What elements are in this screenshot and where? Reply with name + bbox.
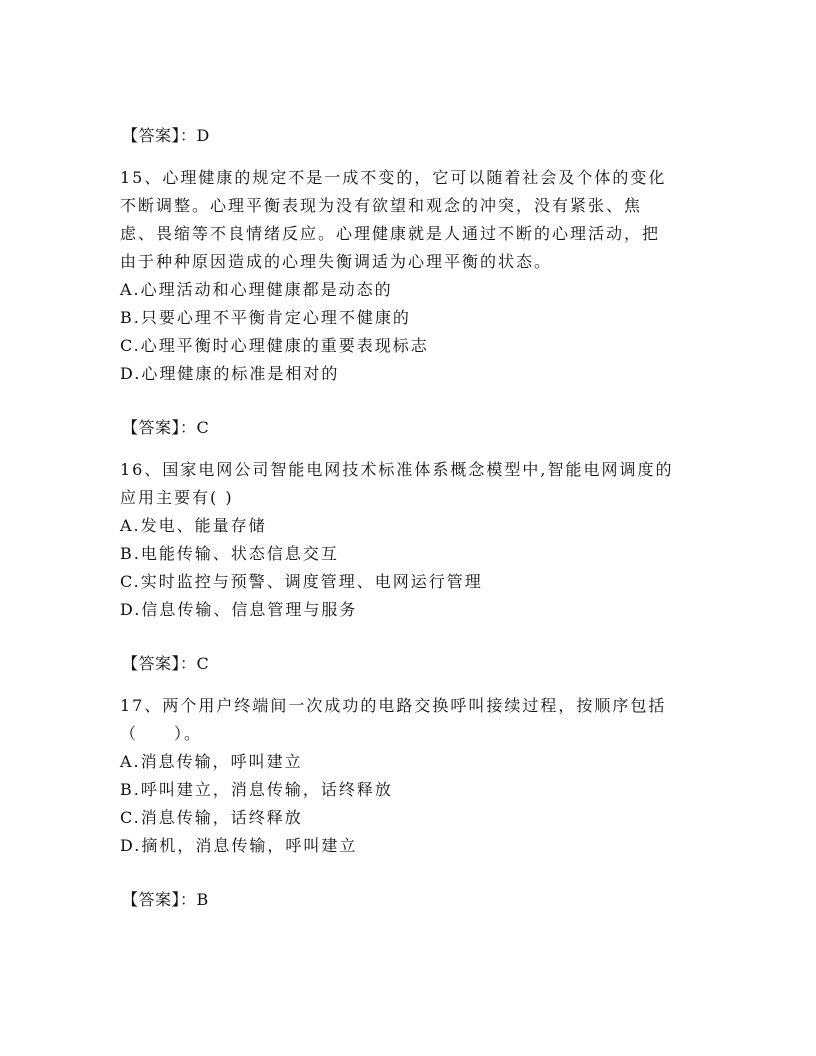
question-text-line: 不断调整。心理平衡表现为没有欲望和观念的冲突，没有紧张、焦 [120,196,643,215]
option-b: B.只要心理不平衡肯定心理不健康的 [120,308,411,327]
question-16 [120,456,700,624]
option-d: D.心理健康的标准是相对的 [120,364,340,383]
answer-line: 【答案】：C [122,654,210,673]
option-a: A.心理活动和心理健康都是动态的 [120,280,393,299]
question-text-line: （ ）。 [120,724,203,743]
option-d: D.摘机，消息传输，呼叫建立 [120,836,358,855]
question-text-line: 17、两个用户终端间一次成功的电路交换呼叫接续过程，按顺序包括 [120,696,667,715]
question-17 [120,692,700,860]
option-c: C.消息传输，话终释放 [120,808,303,827]
option-b: B.呼叫建立，消息传输，话终释放 [120,780,393,799]
option-c: C.实时监控与预警、调度管理、电网运行管理 [120,572,483,591]
answer-line: 【答案】：B [122,890,209,909]
option-a: A.发电、能量存储 [120,516,267,535]
option-a: A.消息传输，呼叫建立 [120,752,303,771]
question-text-line: 应用主要有( ) [120,488,234,507]
option-b: B.电能传输、状态信息交互 [120,544,339,563]
question-text-line: 16、国家电网公司智能电网技术标准体系概念模型中,智能电网调度的 [120,460,674,479]
question-text-line: 由于种种原因造成的心理失衡调适为心理平衡的状态。 [120,252,553,271]
answer-line: 【答案】：C [122,418,210,437]
question-text-line: 虑、畏缩等不良情绪反应。心理健康就是人通过不断的心理活动，把 [120,224,661,243]
option-d: D.信息传输、信息管理与服务 [120,600,358,619]
answer-line: 【答案】：D [122,126,210,145]
option-c: C.心理平衡时心理健康的重要表现标志 [120,336,429,355]
question-text-line: 15、心理健康的规定不是一成不变的，它可以随着社会及个体的变化 [120,168,667,187]
question-15 [120,164,700,388]
